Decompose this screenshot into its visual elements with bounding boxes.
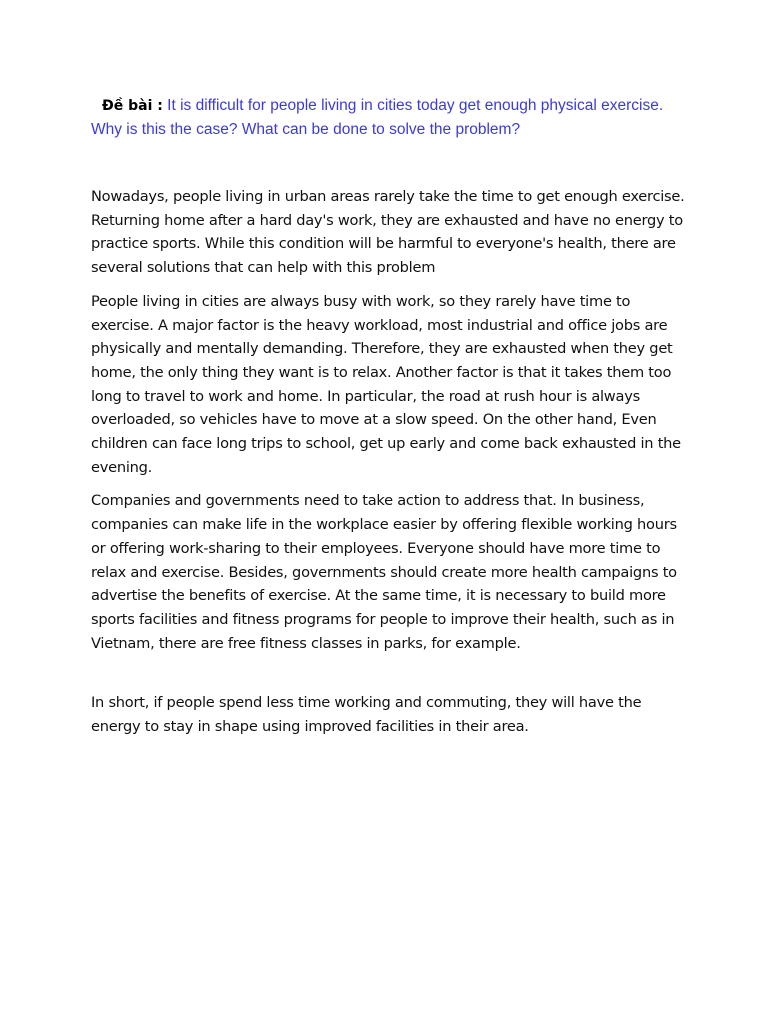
- prompt-text: It is difficult for people living in cities today get enough physical exercise. Why is this the case? What can be done to solve the problem?: [91, 97, 664, 138]
- prompt-label: Đề bài :: [102, 98, 163, 114]
- essay-body: [91, 185, 686, 749]
- essay-prompt: [91, 94, 691, 141]
- body-paragraph-1: People living in cities are always busy with work, so they rarely have time to exercise. A major factor is the heavy workload, most industrial and office jobs are physically and mentally demanding. Therefore, they are exhausted when they get home, the only thing they want is to relax. Another factor is that it takes them too long to travel to work and home. In particular, the road at rush hour is always overloaded, so vehicles have to move at a slow speed. On the other hand, Even children can face long trips to school, get up early and come back exhausted in the evening.: [91, 292, 681, 476]
- intro-paragraph: Nowadays, people living in urban areas rarely take the time to get enough exercise. Returning home after a hard day's work, they are exhausted and have no energy to practice sports. While this condition will be harmful to everyone's health, there are several solutions that can help with this problem: [91, 188, 685, 277]
- body-paragraph-2: Companies and governments need to take action to address that. In business, companies can make life in the workplace easier by offering flexible working hours or offering work-sharing to their employees. Everyone should have more time to relax and exercise. Besides, governments should create more health campaigns to advertise the benefits of exercise. At the same time, it is necessary to build more sports facilities and fitness programs for people to improve their health, such as in Vietnam, there are free fitness classes in parks, for example.: [91, 492, 677, 652]
- conclusion-paragraph: In short, if people spend less time working and commuting, they will have the energy to stay in shape using improved facilities in their area.: [91, 694, 642, 736]
